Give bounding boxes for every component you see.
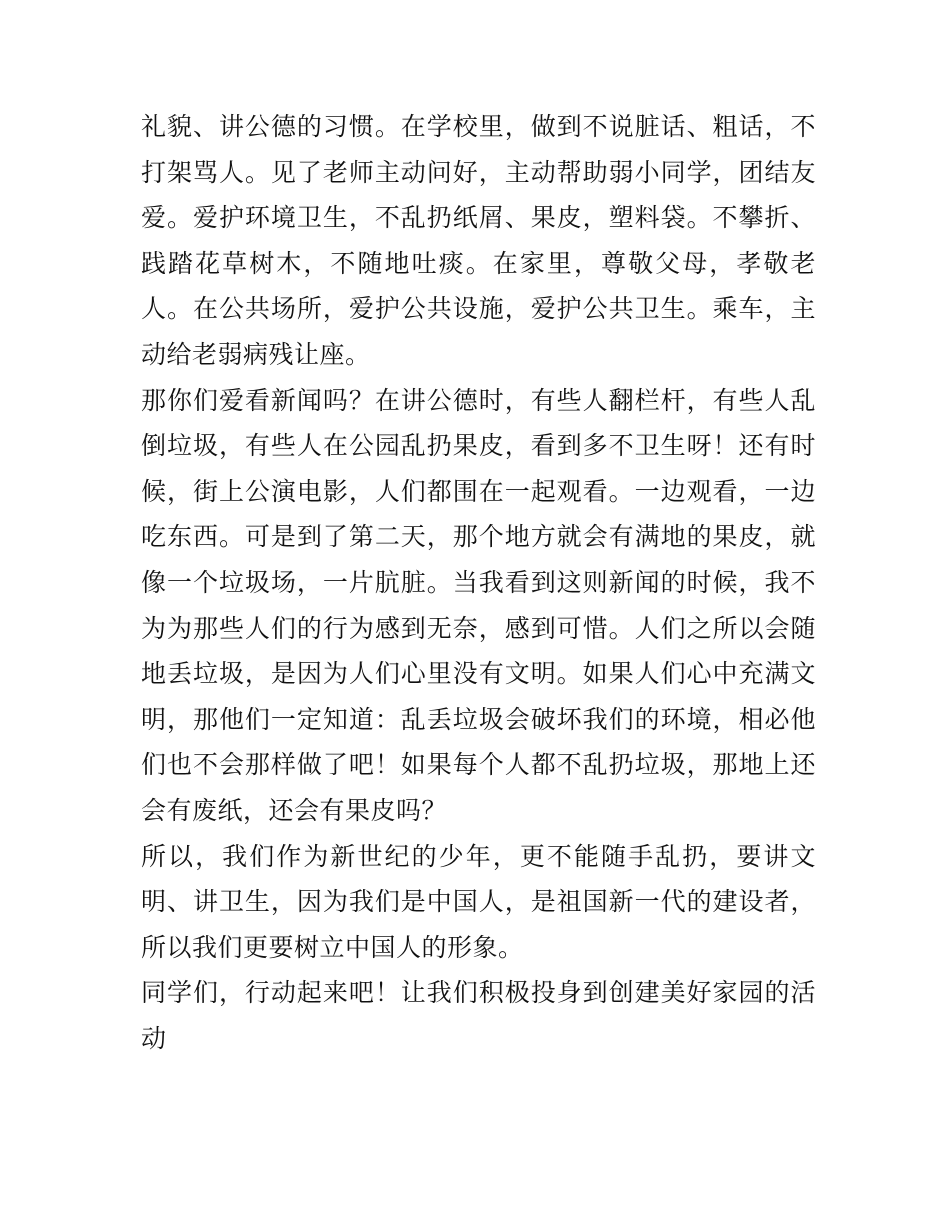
paragraph-4: 同学们，行动起来吧！让我们积极投身到创建美好家园的活动 [141,978,816,1053]
paragraph-2: 那你们爱看新闻吗？在讲公德时，有些人翻栏杆，有些人乱倒垃圾，有些人在公园乱扔果皮，看到多不卫生呀！还有时候，街上公演电影，人们都围在一起观看。一边观看，一边吃东西。可是到了第二天，那个地方就会有满地的果皮，就像一个垃圾场，一片肮脏。当我看到这则新闻的时候，我不为为那些人们的行为感到无奈，感到可惜。人们之所以会随地丢垃圾，是因为人们心里没有文明。如果人们心中充满文明，那他们一定知道：乱丢垃圾会破坏我们的环境，相必他们也不会那样做了吧！如果每个人都不乱扔垃圾，那地上还会有废纸，还会有果皮吗？ [141,385,816,825]
paragraph-1: 礼貌、讲公德的习惯。在学校里，做到不说脏话、粗话，不打架骂人。见了老师主动问好，主动帮助弱小同学，团结友爱。爱护环境卫生，不乱扔纸屑、果皮，塑料袋。不攀折、践踏花草树木，不随地吐痰。在家里，尊敬父母，孝敬老人。在公共场所，爱护公共设施，爱护公共卫生。乘车，主动给老弱病残让座。 [141,112,816,369]
paragraph-3: 所以，我们作为新世纪的少年，更不能随手乱扔，要讲文明、讲卫生，因为我们是中国人，是祖国新一代的建设者，所以我们更要树立中国人的形象。 [141,841,816,962]
document-body [141,104,816,1061]
